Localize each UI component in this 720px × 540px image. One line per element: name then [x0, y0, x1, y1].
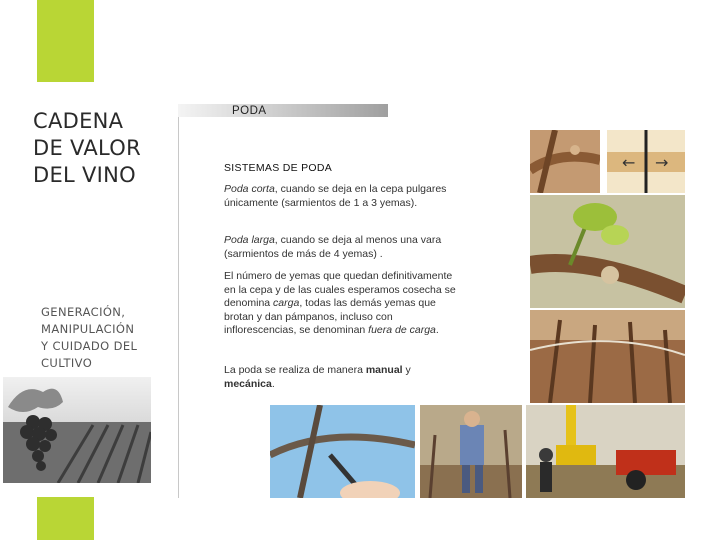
section-heading: SISTEMAS DE PODA	[224, 162, 333, 174]
term-mecanica: mecánica	[224, 377, 272, 390]
subtitle-line: Y CUIDADO DEL	[41, 339, 138, 353]
term-poda-larga: Poda larga	[224, 234, 275, 246]
paragraph-text: y	[402, 364, 411, 376]
accent-block-bottom	[37, 497, 94, 540]
paragraph-poda-corta	[224, 183, 456, 210]
vertical-divider	[178, 110, 179, 498]
term-manual: manual	[365, 364, 403, 376]
term-fuera-de-carga: fuera de carga	[368, 324, 436, 336]
vine-shoot-photo	[530, 195, 685, 308]
paragraph-text: , todas las demás yemas que brotan y dan pámpanos, incluso con inflorescencias, se denominan	[224, 297, 436, 336]
subtitle-line: MANIPULACIÓN	[41, 322, 135, 336]
subtitle-line: CULTIVO	[41, 356, 93, 370]
paragraph-text: .	[435, 324, 439, 336]
term-poda-corta: Poda corta	[224, 183, 275, 195]
pruned-vine-rows-photo	[530, 310, 685, 403]
mechanical-pruning-photo	[526, 405, 685, 498]
accent-block-top	[37, 0, 94, 82]
paragraph-text: La poda se realiza de manera	[224, 364, 366, 376]
grape-cluster-photo	[3, 377, 151, 483]
subtitle-line: GENERACIÓN,	[41, 305, 126, 319]
title-line: DEL VINO	[33, 163, 137, 187]
vine-buds-photo	[530, 130, 600, 193]
arrow-right-icon: →	[655, 153, 669, 172]
arrow-left-icon: ←	[622, 153, 636, 172]
paragraph-manual-mecanica	[224, 364, 456, 391]
manual-pruning-photo	[420, 405, 522, 498]
pruning-diagram-photo	[607, 130, 685, 193]
paragraph-text: , cuando se deja al menos una vara (sarmientos de más de 4 yemas) .	[224, 234, 442, 260]
section-label: PODA	[232, 105, 267, 117]
slide-title	[33, 108, 173, 189]
term-carga: carga	[273, 297, 300, 309]
title-line: CADENA	[33, 109, 124, 133]
paragraph-carga	[224, 270, 456, 338]
paragraph-text: , cuando se deja en la cepa pulgares únicamente (sarmientos de 1 a 3 yemas).	[224, 183, 447, 209]
section-bar	[178, 104, 388, 117]
slide-subtitle	[41, 304, 166, 372]
paragraph-poda-larga	[224, 234, 456, 261]
paragraph-text: .	[271, 377, 275, 390]
title-line: DE VALOR	[33, 136, 141, 160]
paragraph-text: El número de yemas que quedan definitivamente en la cepa y de las cuales esperamos cosecha se denomina	[224, 270, 456, 309]
pruning-shears-photo	[270, 405, 415, 498]
